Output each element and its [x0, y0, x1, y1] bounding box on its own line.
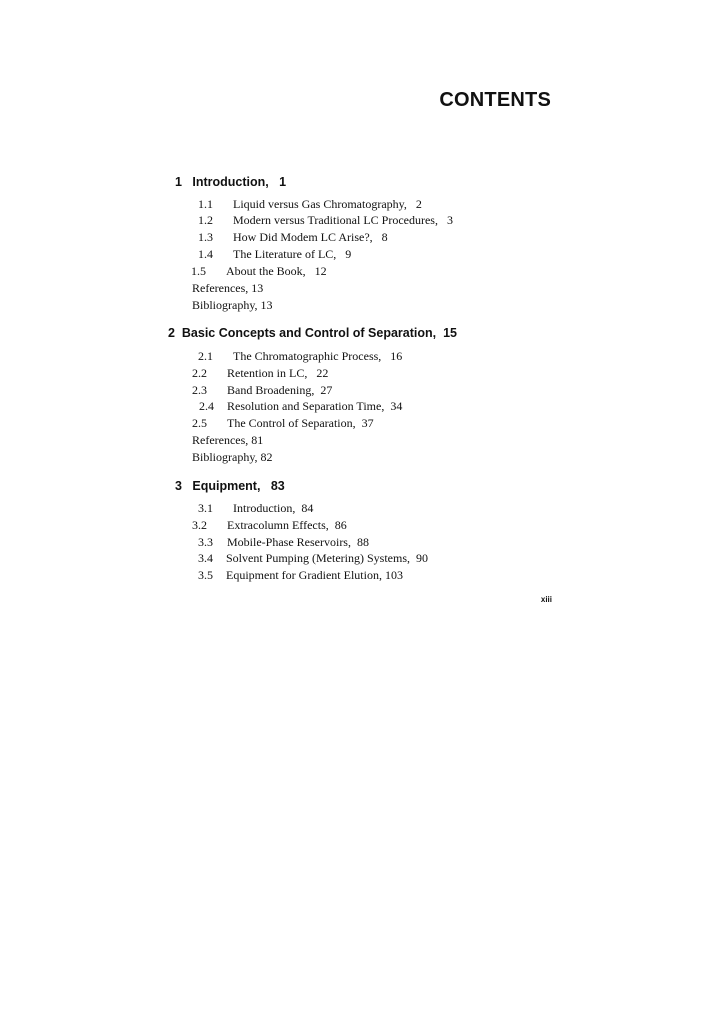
- section-title-wrap: [233, 348, 402, 364]
- chapter-title: Equipment,: [192, 479, 261, 493]
- section-page: 8: [381, 230, 388, 244]
- section-number: 3.2: [192, 518, 207, 532]
- section-page: 86: [334, 518, 347, 532]
- section-title: Retention in LC,: [227, 366, 308, 380]
- page-title: CONTENTS: [439, 89, 551, 111]
- section-title: The Literature of LC,: [233, 247, 337, 261]
- chapter-title: Basic Concepts and Control of Separation,: [181, 326, 437, 340]
- section-number: 1.4: [198, 247, 213, 261]
- chapter-number: 2: [168, 326, 175, 340]
- references-entry: References, 13: [192, 281, 264, 295]
- section-title: About the Book,: [226, 264, 306, 278]
- section-number: 3.4: [198, 551, 213, 565]
- section-page: 16: [390, 349, 403, 363]
- chapter-page: 15: [443, 326, 457, 340]
- section-title-wrap: [227, 517, 347, 533]
- section-page: 27: [320, 383, 333, 397]
- section-number: 2.2: [192, 366, 207, 380]
- section-title: The Chromatographic Process,: [233, 349, 382, 363]
- section-number: 1.3: [198, 230, 213, 244]
- section-title: How Did Modem LC Arise?,: [233, 230, 373, 244]
- bibliography-entry: Bibliography, 13: [192, 298, 273, 312]
- section-number: 2.3: [192, 383, 207, 397]
- section-title-wrap: [233, 212, 453, 228]
- chapter-heading: [175, 174, 286, 190]
- section-number: 1.5: [191, 264, 206, 278]
- section-number: 3.3: [198, 535, 213, 549]
- section-title: Introduction,: [233, 501, 296, 515]
- chapter-page: 1: [279, 175, 287, 189]
- section-title: Band Broadening,: [227, 383, 315, 397]
- section-title: Extracolumn Effects,: [227, 518, 329, 532]
- section-title-wrap: [227, 415, 374, 431]
- section-page: 2: [415, 197, 422, 211]
- chapter-page: 83: [270, 479, 285, 493]
- section-title: Liquid versus Gas Chromatography,: [233, 197, 407, 211]
- section-title-wrap: [226, 263, 327, 279]
- chapter-heading: [168, 325, 457, 341]
- section-title-wrap: [227, 398, 402, 414]
- section-page: 37: [361, 416, 374, 430]
- section-title-wrap: [226, 567, 403, 583]
- section-page: 3: [446, 213, 453, 227]
- section-number: 3.5: [198, 568, 213, 582]
- section-page: 84: [301, 501, 314, 515]
- chapter-title: Introduction,: [192, 175, 269, 189]
- references-entry: References, 81: [192, 433, 264, 447]
- section-page: 90: [416, 551, 428, 565]
- chapter-number: 1: [175, 175, 182, 189]
- section-title-wrap: [233, 246, 351, 262]
- section-title-wrap: [227, 534, 369, 550]
- section-number: 2.5: [192, 416, 207, 430]
- section-title: The Control of Separation,: [227, 416, 356, 430]
- bibliography-entry: Bibliography, 82: [192, 450, 273, 464]
- section-page: 22: [316, 366, 329, 380]
- section-title-wrap: [227, 365, 328, 381]
- section-page: 88: [356, 535, 369, 549]
- section-number: 3.1: [198, 501, 213, 515]
- section-number: 2.4: [199, 399, 214, 413]
- section-title-wrap: [226, 550, 428, 566]
- section-number: 1.1: [198, 197, 213, 211]
- section-title: Resolution and Separation Time,: [227, 399, 385, 413]
- section-page: 12: [314, 264, 327, 278]
- section-title: Equipment for Gradient Elution,: [226, 568, 382, 582]
- section-title-wrap: [233, 229, 388, 245]
- page-folio: xiii: [540, 595, 552, 604]
- section-number: 2.1: [198, 349, 213, 363]
- section-title-wrap: [233, 500, 313, 516]
- section-page: 9: [345, 247, 352, 261]
- section-title: Modern versus Traditional LC Procedures,: [233, 213, 438, 227]
- section-title: Mobile-Phase Reservoirs,: [227, 535, 351, 549]
- chapter-number: 3: [175, 479, 182, 493]
- section-page: 34: [390, 399, 403, 413]
- section-title-wrap: [233, 196, 422, 212]
- chapter-heading: [175, 478, 285, 494]
- section-title: Solvent Pumping (Metering) Systems,: [226, 551, 410, 565]
- section-title-wrap: [227, 382, 332, 398]
- section-page: 103: [384, 568, 403, 582]
- section-number: 1.2: [198, 213, 213, 227]
